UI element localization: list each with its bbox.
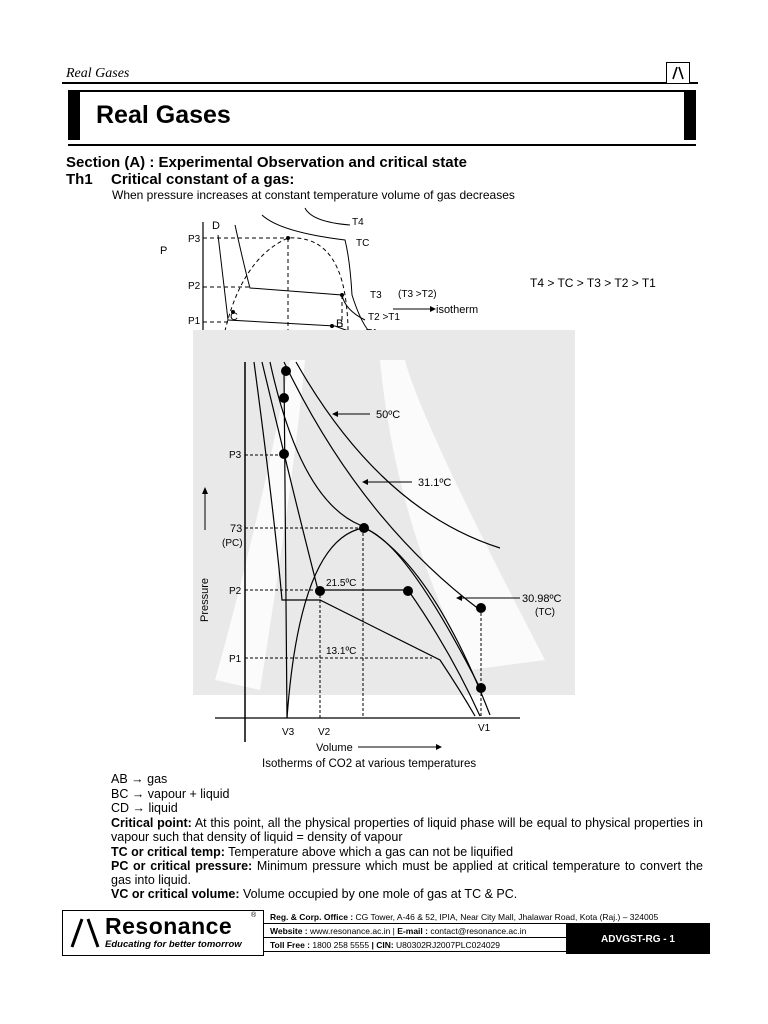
critical-temp-definition: TC or critical temp: Temperature above which a gas can not be liquified [111, 845, 514, 859]
critical-volume-definition: VC or critical volume: Volume occupied by one mole of gas at TC & PC. [111, 887, 518, 901]
svg-text:Isotherms of CO2 at various te: Isotherms of CO2 at various temperatures [262, 758, 477, 770]
svg-text:P3: P3 [229, 450, 242, 461]
svg-text:Volume: Volume [316, 742, 353, 754]
svg-text:73: 73 [230, 523, 243, 535]
phase-legend [111, 772, 229, 816]
office-address: Reg. & Corp. Office : CG Tower, A-46 & 52, IPIA, Near City Mall, Jhalawar Road, Kota (Raj.) – 324005 [264, 910, 710, 924]
theory-title: Critical constant of a gas: [111, 171, 295, 188]
svg-text:C: C [230, 311, 238, 323]
svg-text:isotherm: isotherm [436, 304, 479, 316]
svg-text:P3: P3 [188, 234, 201, 245]
running-header-title: Real Gases [66, 66, 130, 81]
brand-tagline: Educating for better tomorrow [105, 939, 242, 950]
website-email: Website : www.resonance.ac.in | E-mail : contact@resonance.ac.in [264, 924, 566, 938]
svg-text:21.5ºC: 21.5ºC [326, 578, 357, 589]
intro-text: When pressure increases at constant temperature volume of gas decreases [112, 188, 515, 202]
svg-text:30.98ºC: 30.98ºC [522, 593, 562, 605]
svg-text:P2: P2 [229, 586, 242, 597]
svg-text:V2: V2 [318, 727, 331, 738]
legend-item: AB → gas [111, 772, 168, 786]
header-rule [62, 82, 698, 84]
svg-text:D: D [212, 220, 220, 232]
critical-pressure-definition: PC or critical pressure: Minimum pressure which must be applied at critical temperature to convert the gas into liquid. [111, 859, 703, 887]
critical-point-definition: Critical point: At this point, all the physical properties of liquid phase will be equal to physical properties in vapour such that density of liquid = density of vapour [111, 816, 703, 844]
svg-text:Pressure: Pressure [199, 577, 211, 622]
svg-text:(TC): (TC) [535, 607, 555, 618]
footer-info [264, 910, 710, 954]
svg-text:B: B [336, 318, 344, 330]
svg-text:TC: TC [356, 238, 370, 249]
svg-text:P1: P1 [229, 654, 242, 665]
page-code-badge: ADVGST-RG - 1 [566, 924, 710, 954]
svg-text:31.1ºC: 31.1ºC [418, 477, 452, 489]
svg-text:T2 >T1: T2 >T1 [368, 312, 400, 323]
p-axis-label: P [160, 245, 168, 257]
page-title: Real Gases [96, 101, 231, 129]
svg-text:T4: T4 [352, 217, 364, 228]
theory-label: Th1 [66, 171, 93, 188]
registered-mark: ® [251, 912, 257, 919]
resonance-logo-icon [67, 917, 103, 949]
resonance-logo-icon [666, 62, 690, 84]
brand-name: Resonance [105, 913, 233, 939]
legend-item: CD → liquid [111, 801, 178, 815]
temperature-order-text: T4 > TC > T3 > T2 > T1 [530, 276, 656, 290]
svg-text:P2: P2 [188, 281, 201, 292]
co2-isotherm-diagram [190, 328, 580, 770]
svg-text:50ºC: 50ºC [376, 409, 401, 421]
title-bar-right [684, 92, 696, 140]
svg-text:V3: V3 [282, 727, 295, 738]
svg-text:T3: T3 [370, 290, 382, 301]
section-heading: Section (A) : Experimental Observation and critical state [66, 154, 467, 171]
svg-text:P1: P1 [188, 316, 201, 327]
legend-item: BC → vapour + liquid [111, 786, 230, 801]
svg-text:(PC): (PC) [222, 538, 243, 549]
svg-text:(T3 >T2): (T3 >T2) [398, 289, 437, 300]
svg-text:V1: V1 [478, 723, 491, 734]
footer-brand-box [62, 910, 264, 956]
tollfree-cin: Toll Free : 1800 258 5555 | CIN: U80302RJ2007PLC024029 [264, 938, 566, 952]
title-bar-left [68, 92, 80, 140]
svg-text:13.1ºC: 13.1ºC [326, 646, 357, 657]
